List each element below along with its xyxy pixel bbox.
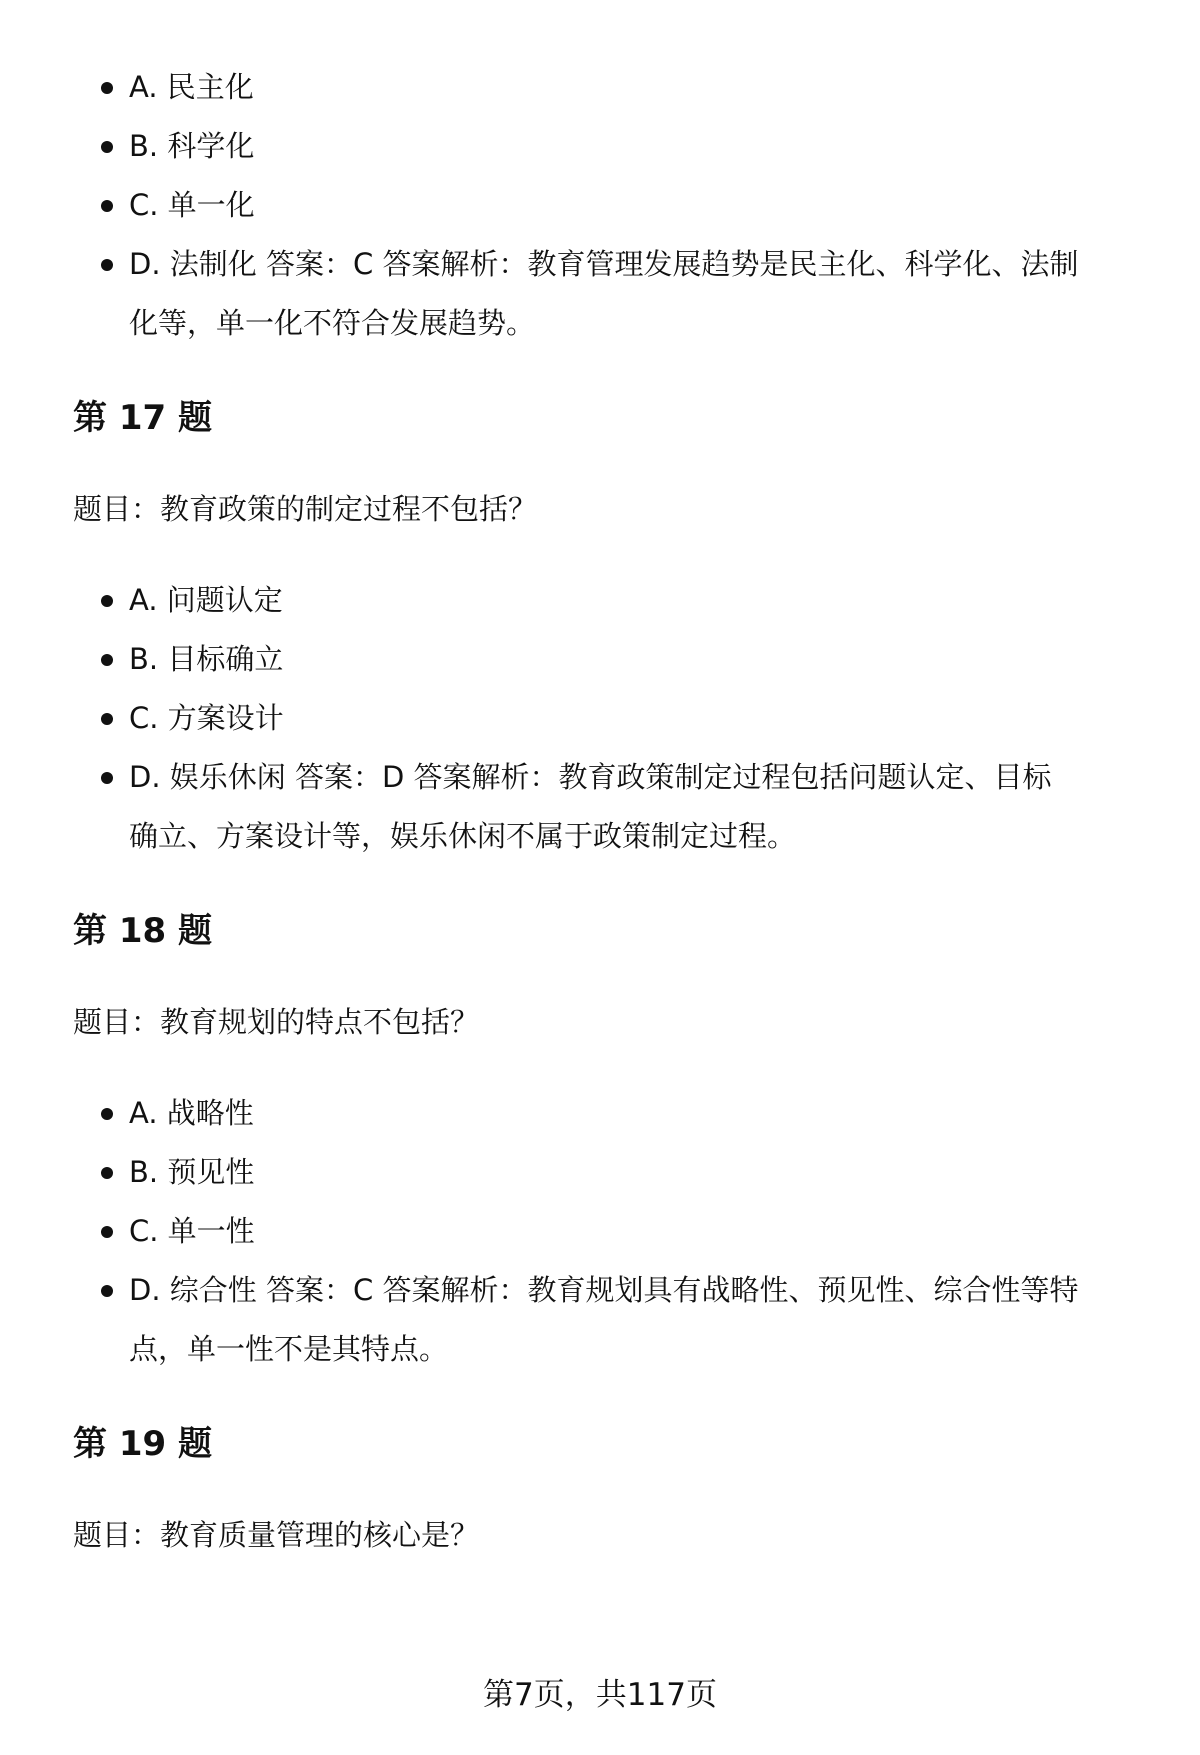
question-text: 题目：教育规划的特点不包括？ [73,1005,480,1039]
option-item: B. 目标确立 [73,630,1153,689]
option-item: A. 问题认定 [73,571,1153,630]
document-page [73,58,1153,1597]
option-item-answer: D. 法制化 答案：C 答案解析：教育管理发展趋势是民主化、科学化、法制化等，单一化不符合发展趋势。 [73,235,1099,353]
option-item: C. 单一性 [73,1202,1153,1261]
option-item: C. 方案设计 [73,689,1153,748]
option-item: B. 科学化 [73,117,1153,176]
option-item: B. 预见性 [73,1143,1153,1202]
option-list [73,571,1153,866]
option-item: C. 单一化 [73,176,1153,235]
option-item: A. 民主化 [73,58,1153,117]
question-text: 题目：教育政策的制定过程不包括？ [73,492,538,526]
page-number-footer: 第7页，共117页 [483,1677,717,1713]
option-list [73,58,1153,353]
question-heading: 第 19 题 [73,1424,212,1464]
option-item-answer: D. 娱乐休闲 答案：D 答案解析：教育政策制定过程包括问题认定、目标确立、方案设计等，娱乐休闲不属于政策制定过程。 [73,748,1079,866]
option-list [73,1084,1153,1379]
question-text: 题目：教育质量管理的核心是？ [73,1518,480,1552]
question-heading: 第 17 题 [73,398,212,438]
option-item: A. 战略性 [73,1084,1153,1143]
option-item-answer: D. 综合性 答案：C 答案解析：教育规划具有战略性、预见性、综合性等特点，单一性不是其特点。 [73,1261,1124,1379]
question-heading: 第 18 题 [73,911,212,951]
